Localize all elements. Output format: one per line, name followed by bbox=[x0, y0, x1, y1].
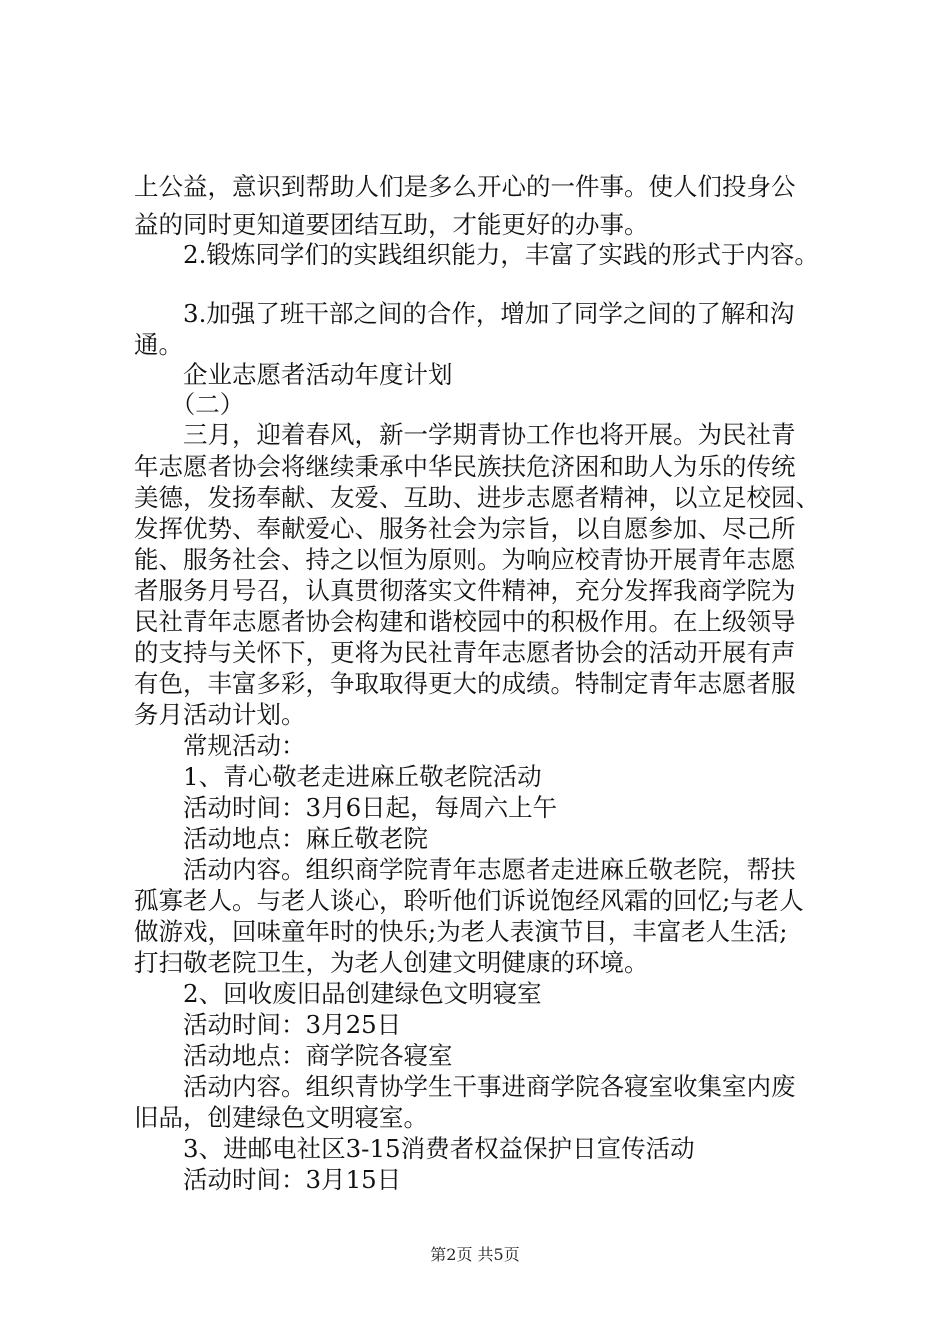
page-footer: 第2页 共5页 bbox=[430, 1245, 520, 1264]
activity-title: 1、青心敬老走进麻丘敬老院活动 bbox=[134, 762, 542, 791]
body-text-line: 益的同时更知道要团结互助，才能更好的办事。 bbox=[134, 210, 649, 239]
activity-time: 活动时间：3月25日 bbox=[134, 1010, 402, 1039]
body-text-line: 通。 bbox=[134, 330, 183, 359]
subheading: 常规活动： bbox=[134, 731, 306, 760]
activity-title: 3、进邮电社区3-15消费者权益保护日宣传活动 bbox=[134, 1134, 695, 1163]
activity-location: 活动地点：商学院各寝室 bbox=[134, 1041, 453, 1070]
body-text-line: 美德，发扬奉献、友爱、互助、进步志愿者精神，以立足校园、 bbox=[134, 483, 820, 512]
body-text-line: 能、服务社会、持之以恒为原则。为响应校青协开展青年志愿 bbox=[134, 545, 796, 574]
activity-content: 活动内容。组织青协学生干事进商学院各寝室收集室内废 bbox=[134, 1072, 796, 1101]
body-text-line: 民社青年志愿者协会构建和谐校园中的积极作用。在上级领导 bbox=[134, 607, 796, 636]
body-text-line: 有色，丰富多彩，争取取得更大的成绩。特制定青年志愿者服 bbox=[134, 669, 796, 698]
activity-time: 活动时间：3月15日 bbox=[134, 1165, 402, 1194]
body-text-line: 做游戏，回味童年时的快乐;为老人表演节目，丰富老人生活; bbox=[134, 917, 788, 946]
body-text-line: 的支持与关怀下，更将为民社青年志愿者协会的活动开展有声 bbox=[134, 638, 796, 667]
body-text-line: 三月，迎着春风，新一学期青协工作也将开展。为民社青 bbox=[134, 420, 796, 449]
body-text-line: 发挥优势、奉献爱心、服务社会为宗旨，以自愿参加、尽己所 bbox=[134, 514, 796, 543]
body-text-line: 2.锻炼同学们的实践组织能力，丰富了实践的形式于内容。 bbox=[134, 240, 819, 269]
activity-content: 活动内容。组织商学院青年志愿者走进麻丘敬老院，帮扶 bbox=[134, 855, 796, 884]
section-number: （二） bbox=[134, 390, 245, 419]
body-text-line: 打扫敬老院卫生，为老人创建文明健康的环境。 bbox=[134, 948, 649, 977]
activity-location: 活动地点：麻丘敬老院 bbox=[134, 824, 428, 853]
section-title: 企业志愿者活动年度计划 bbox=[134, 360, 453, 389]
body-text-line: 年志愿者协会将继续秉承中华民族扶危济困和助人为乐的传统 bbox=[134, 452, 796, 481]
activity-time: 活动时间：3月6日起，每周六上午 bbox=[134, 793, 558, 822]
body-text-line: 务月活动计划。 bbox=[134, 700, 306, 729]
activity-title: 2、回收废旧品创建绿色文明寝室 bbox=[134, 979, 542, 1008]
body-text-line: 者服务月号召，认真贯彻落实文件精神，充分发挥我商学院为 bbox=[134, 576, 796, 605]
body-text-line: 孤寡老人。与老人谈心，聆听他们诉说饱经风霜的回忆;与老人 bbox=[134, 886, 804, 915]
body-text-line: 3.加强了班干部之间的合作，增加了同学之间的了解和沟 bbox=[134, 299, 795, 328]
body-text-line: 旧品，创建绿色文明寝室。 bbox=[134, 1103, 428, 1132]
body-text-line: 上公益，意识到帮助人们是多么开心的一件事。使人们投身公 bbox=[134, 172, 796, 201]
